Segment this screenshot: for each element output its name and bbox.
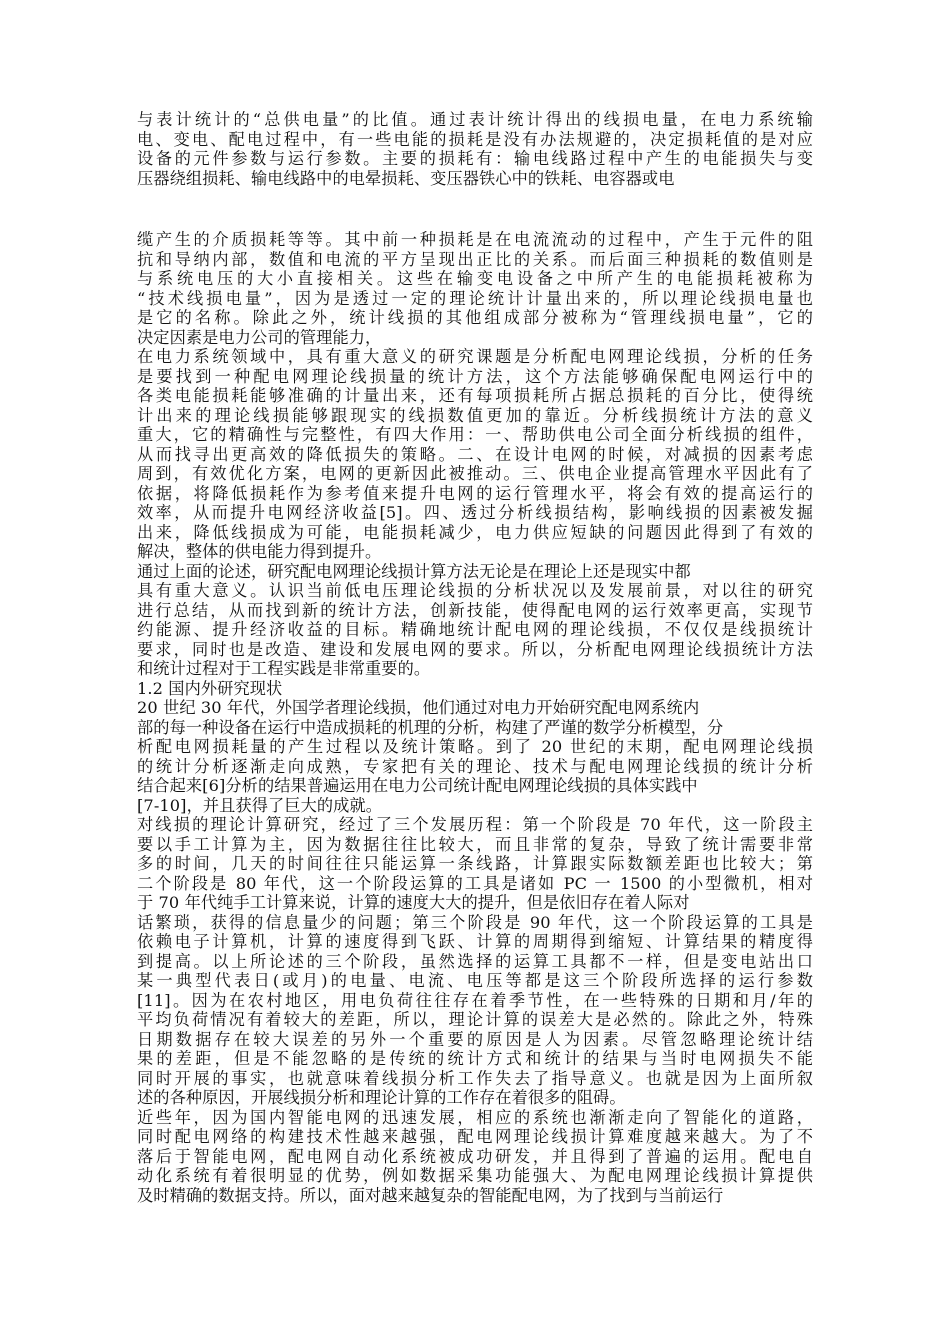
text-line: 决定因素是电力公司的管理能力，: [137, 327, 382, 347]
text-line: 具有重大意义。认识当前低电压理论线损的分析状况以及发展前景，对以往的研究: [137, 581, 813, 600]
text-line: 效率，从而提升电网经济收益[5]。四、透过分析线损结构，影响线损的因素被发掘: [137, 503, 813, 522]
text-line: 要求，同时也是改造、建设和发展电网的要求。所以，分析配电网理论线损统计方法: [137, 639, 813, 659]
text-line: [7-10]，并且获得了巨大的成就。: [137, 795, 383, 815]
text-line: 抗和导纳内部，数值和电流的平方呈现出正比的关系。而后面三种损耗的数值则是: [137, 249, 813, 269]
text-line: 周到，有效优化方案，电网的更新因此被推动。三、供电企业提高管理水平因此有了: [137, 464, 813, 483]
text-line: 是它的名称。除此之外，统计线损的其他组成部分被称为“管理线损电量”，它的: [137, 308, 813, 327]
text-line: 依赖电子计算机，计算的速度得到飞跃、计算的周期得到缩短、计算结果的精度得: [137, 932, 813, 951]
text-line: 通过上面的论述，研究配电网理论线损计算方法无论是在理论上还是现实中都: [137, 561, 691, 581]
text-line: 计出来的理论线损能够跟现实的线损数值更加的靠近。分析线损统计方法的意义: [137, 405, 813, 425]
text-line: 从而找寻出更高效的降低损失的策略。二、在设计电网的时候，对减损的因素考虑: [137, 444, 813, 464]
text-line: 平均负荷情况有着较大的差距，所以，理论计算的误差大是必然的。除此之外，特殊: [137, 1010, 813, 1029]
text-line: 20 世纪 30 年代，外国学者理论线损，他们通过对电力开始研究配电网系统内: [137, 698, 700, 717]
text-line: 部的每一种设备在运行中造成损耗的机理的分析，构建了严谨的数学分析模型，分: [137, 717, 724, 737]
paragraph-block-main: [137, 230, 813, 1205]
text-line: 述的各种原因，开展线损分析和理论计算的工作存在着很多的阻碍。: [137, 1088, 626, 1107]
text-line: 动化系统有着很明显的优势，例如数据采集功能强大、为配电网理论线损计算提供: [137, 1166, 813, 1185]
text-line: 结合起来[6]分析的结果普遍运用在电力公司统计配电网理论线损的具体实践中: [137, 776, 698, 795]
text-line: 与表计统计的“总供电量”的比值。通过表计统计得出的线损电量，在电力系统输: [137, 110, 813, 129]
text-line: 落后于智能电网，配电网自动化系统被成功研发，并且得到了普遍的运用。配电自: [137, 1146, 813, 1166]
text-line: [11]。因为在农村地区，用电负荷往往存在着季节性，在一些特殊的日期和月/年的: [137, 990, 813, 1010]
text-line: 果的差距，但是不能忽略的是传统的统计方式和统计的结果与当时电网损失不能: [137, 1049, 813, 1068]
text-line: 到提高。以上所论述的三个阶段，虽然选择的运算工具都不一样，但是变电站出口: [137, 951, 813, 971]
text-line: 解决，整体的供电能力得到提升。: [137, 542, 382, 561]
text-line: 的统计分析逐渐走向成熟，专家把有关的理论、技术与配电网理论线损的统计分析: [137, 756, 813, 776]
text-line: “技术线损电量”，因为是透过一定的理论统计计量出来的，所以理论线损电量也: [137, 288, 813, 308]
text-line: 话繁琐，获得的信息量少的问题；第三个阶段是 90 年代，这一个阶段运算的工具是: [137, 912, 813, 932]
text-line: 某一典型代表日(或月)的电量、电流、电压等都是这三个阶段所选择的运行参数: [137, 971, 813, 990]
text-line: 要以手工计算为主，因为数据往往比较大，而且非常的复杂，导致了统计需要非常: [137, 834, 813, 854]
text-line: 各类电能损耗能够准确的计量出来，还有每项损耗所占据总损耗的百分比，使得统: [137, 386, 813, 405]
paragraph-block-top: [137, 110, 813, 188]
text-line: 电、变电、配电过程中，有一些电能的损耗是没有办法规避的，决定损耗值的是对应: [137, 129, 813, 149]
text-line: 重大，它的精确性与完整性，有四大作用：一、帮助供电公司全面分析线损的组件，: [137, 425, 813, 444]
text-line: 出来，降低线损成为可能，电能损耗减少，电力供应短缺的问题因此得到了有效的: [137, 522, 813, 542]
text-line: 多的时间，几天的时间往往只能运算一条线路，计算跟实际数额差距也比较大；第: [137, 854, 813, 873]
text-line: 日期数据存在较大误差的另外一个重要的原因是人为因素。尽管忽略理论统计结: [137, 1029, 813, 1049]
text-line: 和统计过程对于工程实践是非常重要的。: [137, 659, 431, 678]
text-line: 同时配电网络的构建技术性越来越强，配电网理论线损计算难度越来越大。为了不: [137, 1127, 813, 1146]
text-line: 约能源、提升经济收益的目标。精确地统计配电网的理论线损，不仅仅是线损统计: [137, 620, 813, 639]
text-line: 同时开展的事实，也就意味着线损分析工作失去了指导意义。也就是因为上面所叙: [137, 1068, 813, 1088]
text-line: 析配电网损耗量的产生过程以及统计策略。到了 20 世纪的末期，配电网理论线损: [137, 737, 813, 756]
text-line: 及时精确的数据支持。所以，面对越来越复杂的智能配电网，为了找到与当前运行: [137, 1185, 724, 1205]
text-line: 是要找到一种配电网理论线损量的统计方法，这个方法能够确保配电网运行中的: [137, 366, 813, 386]
text-line: 压器绕组损耗、输电线路中的电晕损耗、变压器铁心中的铁耗、电容器或电: [137, 168, 675, 188]
text-line: 二个阶段是 80 年代，这一个阶段运算的工具是诸如 PC 一 1500 的小型微机，相对: [137, 873, 813, 893]
text-line: 缆产生的介质损耗等等。其中前一种损耗是在电流流动的过程中，产生于元件的阻: [137, 230, 813, 249]
text-line: 对线损的理论计算研究，经过了三个发展历程：第一个阶段是 70 年代，这一阶段主: [137, 815, 813, 834]
text-line: 进行总结，从而找到新的统计方法，创新技能，使得配电网的运行效率更高，实现节: [137, 600, 813, 620]
text-line: 与系统电压的大小直接相关。这些在输变电设备之中所产生的电能损耗被称为: [137, 269, 813, 288]
text-line: 1.2 国内外研究现状: [137, 678, 283, 698]
text-line: 于 70 年代纯手工计算来说，计算的速度大大的提升，但是依旧存在着人际对: [137, 893, 690, 912]
text-line: 近些年，因为国内智能电网的迅速发展，相应的系统也渐渐走向了智能化的道路，: [137, 1107, 813, 1127]
text-line: 设备的元件参数与运行参数。主要的损耗有：输电线路过程中产生的电能损失与变: [137, 149, 813, 168]
text-line: 依据，将降低损耗作为参考值来提升电网的运行管理水平，将会有效的提高运行的: [137, 483, 813, 503]
text-line: 在电力系统领域中，具有重大意义的研究课题是分析配电网理论线损，分析的任务: [137, 347, 813, 366]
